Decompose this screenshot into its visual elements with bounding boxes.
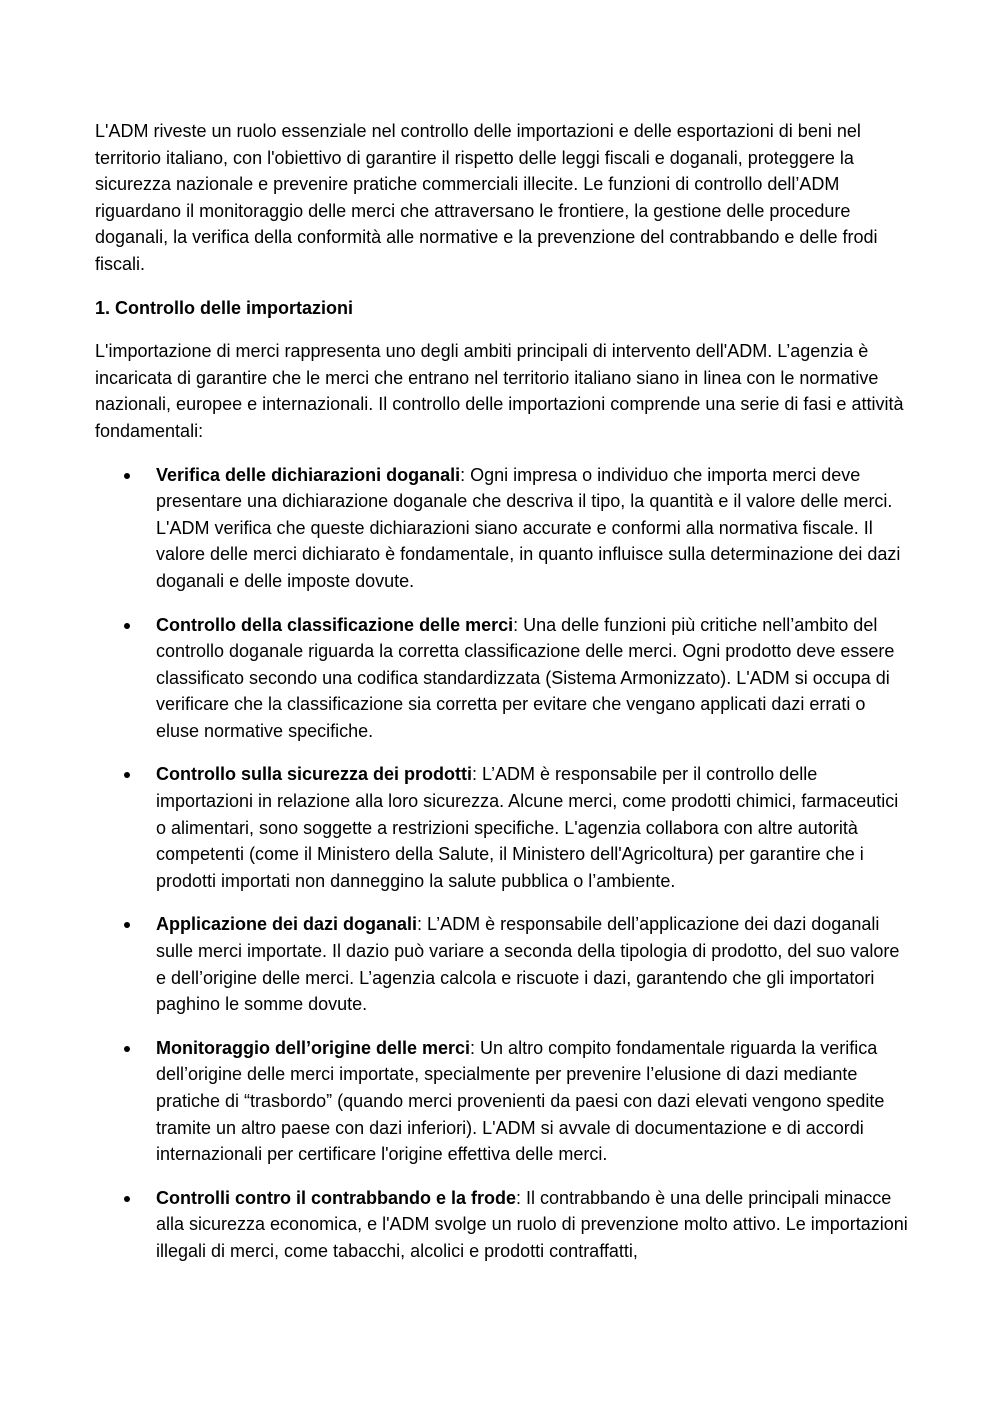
list-item <box>95 911 910 1017</box>
section-heading: 1. Controllo delle importazioni <box>95 297 354 318</box>
list-item <box>95 1035 910 1168</box>
bullet-term: Verifica delle dichiarazioni doganali <box>156 464 461 485</box>
bullet-text: : L’ADM è responsabile dell’applicazione dei dazi doganali sulle merci importate. Il dazio può variare a seconda della tipologia di prodotto, del suo valore e dell’origine delle merci. L’agenzia calcola e riscuote i dazi, garantendo che gli importatori paghino le somme dovute. <box>156 914 900 1015</box>
bullet-icon <box>124 473 130 479</box>
bullet-text: : Il contrabbando è una delle principali minacce alla sicurezza economica, e l'ADM svolge un ruolo di prevenzione molto attivo. Le importazioni illegali di merci, come tabacchi, alcolici e prodotti contraffatti, <box>156 1187 908 1261</box>
bullet-text: : Una delle funzioni più critiche nell’ambito del controllo doganale riguarda la corretta classificazione delle merci. Ogni prodotto deve essere classificato secondo una codifica standardizzata (Sistema Armonizzato). L'ADM si occupa di verificare che la classificazione sia corretta per evitare che vengano applicati dazi errati o eluse normative specifiche. <box>156 614 895 741</box>
bullet-icon <box>124 922 130 928</box>
bullet-icon <box>124 1196 130 1202</box>
list-item <box>95 462 910 595</box>
bullet-icon <box>124 623 130 629</box>
bullet-list <box>95 462 910 1265</box>
bullet-term: Controlli contro il contrabbando e la frode <box>156 1187 517 1208</box>
bullet-term: Controllo della classificazione delle merci <box>156 614 514 635</box>
list-item <box>95 1185 910 1265</box>
list-item <box>95 612 910 745</box>
section-lead-paragraph: L'importazione di merci rappresenta uno degli ambiti principali di intervento dell'ADM. L’agenzia è incaricata di garantire che le merci che entrano nel territorio italiano siano in linea con le normative nazionali, europee e internazionali. Il controllo delle importazioni comprende una serie di fasi e attività fondamentali: <box>95 341 904 441</box>
bullet-text: : Ogni impresa o individuo che importa merci deve presentare una dichiarazione doganale che descriva il tipo, la quantità e il valore delle merci. L'ADM verifica che queste dichiarazioni siano accurate e conformi alla normativa fiscale. Il valore delle merci dichiarato è fondamentale, in quanto influisce sulla determinazione dei dazi doganali e delle imposte dovute. <box>156 464 901 591</box>
bullet-icon <box>124 772 130 778</box>
bullet-term: Monitoraggio dell’origine delle merci <box>156 1037 471 1058</box>
bullet-text: : L’ADM è responsabile per il controllo delle importazioni in relazione alla loro sicurezza. Alcune merci, come prodotti chimici, farmaceutici o alimentari, sono soggette a restrizioni specifiche. L'agenzia collabora con altre autorità competenti (come il Ministero della Salute, il Ministero dell'Agricoltura) per garantire che i prodotti importati non danneggino la salute pubblica o l’ambiente. <box>156 764 899 891</box>
bullet-text: : Un altro compito fondamentale riguarda la verifica dell’origine delle merci importate, specialmente per prevenire l’elusione di dazi mediante pratiche di “trasbordo” (quando merci provenienti da paesi con dazi elevati vengono spedite tramite un altro paese con dazi inferiori). L'ADM si avvale di documentazione e di accordi internazionali per certificare l'origine effettiva delle merci. <box>156 1037 885 1165</box>
list-item <box>95 761 910 894</box>
document-page <box>95 118 910 1282</box>
bullet-term: Applicazione dei dazi doganali <box>156 914 418 935</box>
bullet-term: Controllo sulla sicurezza dei prodotti <box>156 764 473 785</box>
bullet-icon <box>124 1046 130 1052</box>
intro-paragraph: L'ADM riveste un ruolo essenziale nel controllo delle importazioni e delle esportazioni di beni nel territorio italiano, con l'obiettivo di garantire il rispetto delle leggi fiscali e doganali, proteggere la sicurezza nazionale e prevenire pratiche commerciali illecite. Le funzioni di controllo dell’ADM riguardano il monitoraggio delle merci che attraversano le frontiere, la gestione delle procedure doganali, la verifica della conformità alle normative e la prevenzione del contrabbando e delle frodi fiscali. <box>95 121 878 274</box>
